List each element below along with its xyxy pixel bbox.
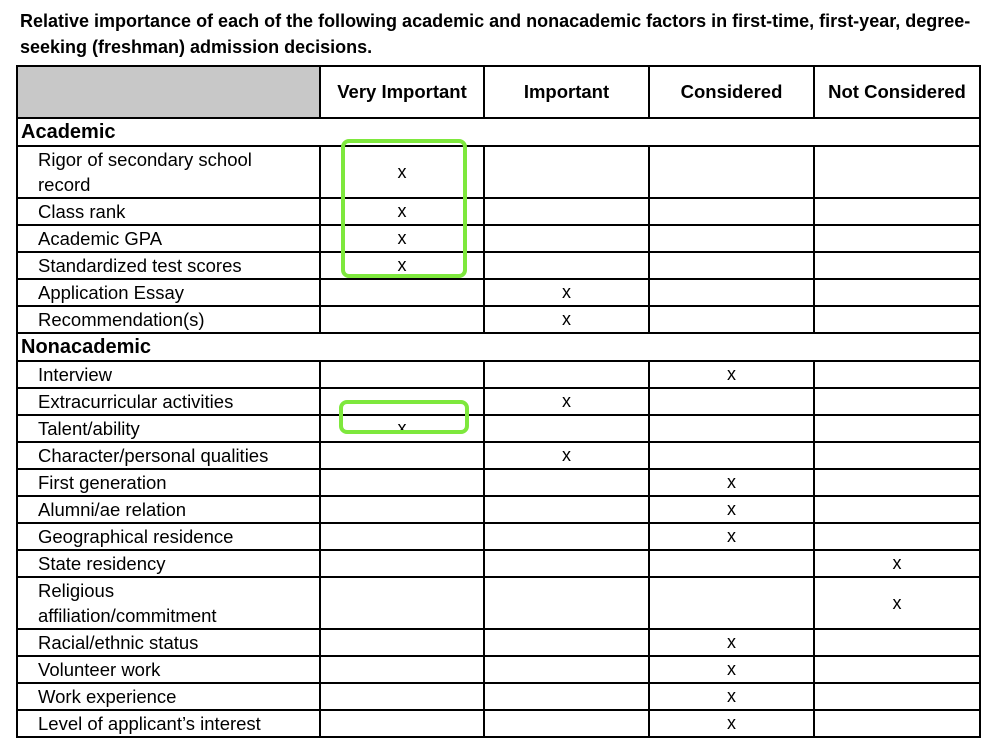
rating-cell: [320, 496, 484, 523]
column-header: Considered: [649, 66, 814, 118]
rating-mark: x: [727, 364, 736, 384]
rating-cell: [814, 388, 980, 415]
document-title: Relative importance of each of the following academic and nonacademic factors in first-time, first-year, degree-seeking (freshman) admission decisions.: [20, 11, 971, 57]
admission-factors-table: [16, 65, 981, 738]
rating-cell: [814, 656, 980, 683]
table-row: [17, 388, 980, 415]
rating-cell: [649, 683, 814, 710]
rating-cell: [814, 550, 980, 577]
factor-label: Alumni/ae relation: [17, 496, 320, 523]
rating-cell: [814, 252, 980, 279]
rating-cell: [320, 577, 484, 629]
rating-cell: [649, 523, 814, 550]
rating-cell: [814, 146, 980, 198]
rating-cell: [484, 550, 649, 577]
factor-label: Class rank: [17, 198, 320, 225]
rating-mark: x: [397, 228, 407, 248]
rating-cell: [484, 252, 649, 279]
rating-mark: x: [397, 201, 407, 221]
highlight-box-talent-very-important: [339, 400, 469, 434]
factor-label: Recommendation(s): [17, 306, 320, 333]
table-row: [17, 550, 980, 577]
rating-cell: [484, 683, 649, 710]
table-row: [17, 469, 980, 496]
table-row: [17, 523, 980, 550]
rating-mark: x: [562, 391, 571, 411]
rating-cell: [814, 361, 980, 388]
rating-cell: [484, 361, 649, 388]
table-row: [17, 496, 980, 523]
rating-cell: [649, 496, 814, 523]
rating-cell: [814, 629, 980, 656]
rating-cell: [649, 361, 814, 388]
rating-cell: [484, 710, 649, 737]
rating-cell: [320, 442, 484, 469]
rating-cell: [649, 442, 814, 469]
rating-cell: [649, 656, 814, 683]
rating-cell: [814, 469, 980, 496]
rating-cell: [649, 550, 814, 577]
section-heading: Academic: [17, 118, 980, 146]
column-header: Not Considered: [814, 66, 980, 118]
rating-cell: [649, 388, 814, 415]
rating-cell: [814, 496, 980, 523]
table-row: [17, 279, 980, 306]
rating-cell: [649, 469, 814, 496]
factor-label: Talent/ability: [17, 415, 320, 442]
section-row: [17, 333, 980, 361]
rating-cell: [814, 306, 980, 333]
factor-label: First generation: [17, 469, 320, 496]
rating-mark: x: [727, 713, 736, 733]
rating-mark: x: [727, 632, 736, 652]
rating-cell: [814, 577, 980, 629]
rating-cell: [484, 442, 649, 469]
rating-cell: [484, 629, 649, 656]
rating-mark: x: [562, 282, 571, 302]
section-row: [17, 118, 980, 146]
rating-cell: [649, 146, 814, 198]
factor-label: Volunteer work: [17, 656, 320, 683]
header-row: [17, 66, 980, 118]
factor-label: Rigor of secondary school record: [17, 146, 320, 198]
section-heading: Nonacademic: [17, 333, 980, 361]
rating-cell: [649, 198, 814, 225]
rating-mark: x: [727, 686, 736, 706]
rating-cell: [649, 415, 814, 442]
rating-cell: [484, 523, 649, 550]
factor-label: Geographical residence: [17, 523, 320, 550]
table-row: [17, 710, 980, 737]
rating-mark: x: [562, 309, 571, 329]
rating-cell: [649, 225, 814, 252]
factor-label: Academic GPA: [17, 225, 320, 252]
rating-mark: x: [892, 553, 902, 573]
rating-mark: x: [727, 499, 736, 519]
column-header: Important: [484, 66, 649, 118]
factor-label: State residency: [17, 550, 320, 577]
table-row: [17, 306, 980, 333]
rating-cell: [814, 442, 980, 469]
rating-cell: [814, 225, 980, 252]
rating-cell: [649, 577, 814, 629]
rating-cell: [484, 415, 649, 442]
table-row: [17, 198, 980, 225]
rating-mark: x: [397, 255, 407, 275]
factor-label: Application Essay: [17, 279, 320, 306]
rating-mark: x: [397, 418, 407, 438]
factor-label: Work experience: [17, 683, 320, 710]
rating-cell: [320, 683, 484, 710]
rating-mark: x: [397, 161, 407, 182]
rating-cell: [814, 415, 980, 442]
table-row: [17, 146, 980, 198]
rating-cell: [320, 523, 484, 550]
rating-cell: [484, 469, 649, 496]
rating-cell: [320, 469, 484, 496]
rating-cell: [814, 279, 980, 306]
rating-cell: [320, 710, 484, 737]
table-row: [17, 656, 980, 683]
table-row: [17, 683, 980, 710]
rating-cell: [320, 361, 484, 388]
rating-cell: [649, 306, 814, 333]
factor-label: Extracurricular activities: [17, 388, 320, 415]
table-row: [17, 415, 980, 442]
rating-cell: [814, 683, 980, 710]
rating-cell: [320, 279, 484, 306]
rating-cell: [320, 306, 484, 333]
rating-cell: [484, 388, 649, 415]
table-row: [17, 361, 980, 388]
rating-mark: x: [727, 526, 736, 546]
table-row: [17, 442, 980, 469]
rating-cell: [814, 198, 980, 225]
factor-label: Level of applicant’s interest: [17, 710, 320, 737]
rating-cell: [484, 279, 649, 306]
rating-cell: [649, 629, 814, 656]
rating-cell: [649, 279, 814, 306]
rating-mark: x: [727, 472, 736, 492]
table-row: [17, 577, 980, 629]
highlight-box-academic-very-important: [341, 139, 467, 278]
factor-label: Interview: [17, 361, 320, 388]
rating-cell: [484, 146, 649, 198]
rating-cell: [320, 550, 484, 577]
column-header: Very Important: [320, 66, 484, 118]
rating-cell: [484, 577, 649, 629]
rating-cell: [484, 225, 649, 252]
rating-mark: x: [727, 659, 736, 679]
table-row: [17, 629, 980, 656]
rating-cell: [814, 710, 980, 737]
factor-label: Standardized test scores: [17, 252, 320, 279]
factor-label: Character/personal qualities: [17, 442, 320, 469]
rating-cell: [649, 710, 814, 737]
rating-cell: [484, 496, 649, 523]
rating-cell: [649, 252, 814, 279]
rating-mark: x: [892, 592, 902, 613]
factor-label: Religious affiliation/commitment: [17, 577, 320, 629]
rating-cell: [320, 656, 484, 683]
rating-cell: [484, 198, 649, 225]
rating-cell: [484, 306, 649, 333]
table-row: [17, 225, 980, 252]
rating-cell: [484, 656, 649, 683]
rating-mark: x: [562, 445, 571, 465]
rating-cell: [814, 523, 980, 550]
rating-cell: [320, 629, 484, 656]
header-blank-cell: [17, 66, 320, 118]
factor-label: Racial/ethnic status: [17, 629, 320, 656]
table-row: [17, 252, 980, 279]
